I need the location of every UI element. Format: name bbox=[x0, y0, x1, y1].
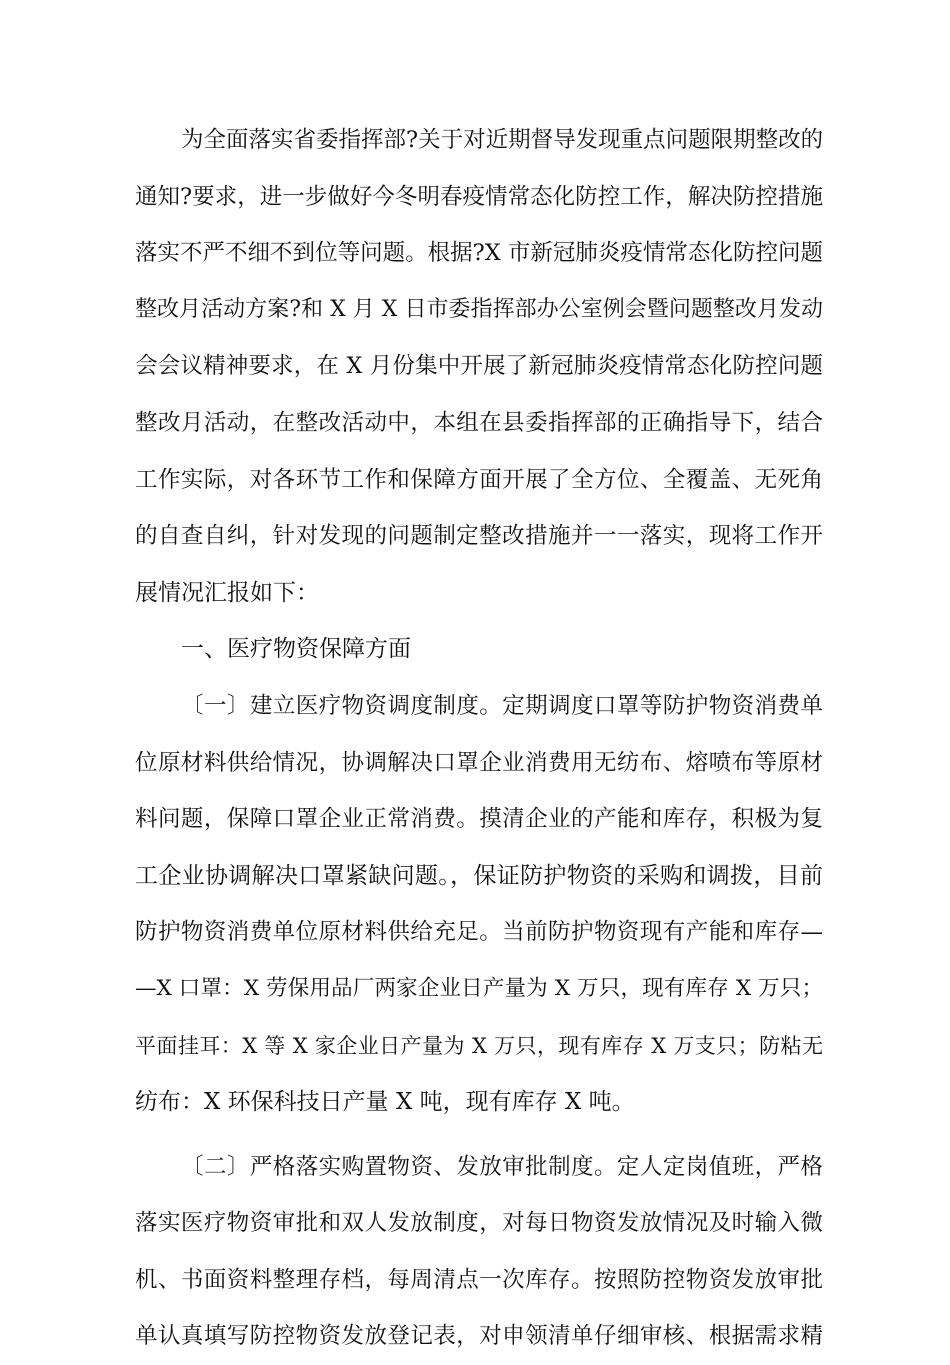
paragraph-line: 单认真填写防控物资发放登记表，对申领清单仔细审核、根据需求精 bbox=[135, 1323, 823, 1350]
paragraph-item-2 bbox=[135, 1139, 823, 1365]
paragraph-line: 〔一〕建立医疗物资调度制度。定期调度口罩等防护物资消费单 bbox=[181, 692, 823, 719]
section-heading bbox=[135, 621, 823, 678]
paragraph-item-1 bbox=[135, 678, 823, 1131]
paragraph-line: 展情况汇报如下： bbox=[135, 579, 319, 606]
document-body bbox=[135, 112, 823, 1365]
paragraph-line: 〔二〕严格落实购置物资、发放审批制度。定人定岗值班，严格 bbox=[181, 1153, 823, 1180]
paragraph-line: 机、书面资料整理存档，每周清点一次库存。按照防控物资发放审批 bbox=[135, 1266, 823, 1293]
paragraph-line: 平面挂耳：X 等 X 家企业日产量为 X 万只，现有库存 X 万支只；防粘无 bbox=[135, 1033, 823, 1058]
paragraph-line: —X 口罩：X 劳保用品厂两家企业日产量为 X 万只，现有库存 X 万只； bbox=[135, 975, 823, 1001]
paragraph-line: 防护物资消费单位原材料供给充足。当前防护物资现有产能和库存— bbox=[135, 919, 823, 946]
paragraph-line: 位原材料供给情况，协调解决口罩企业消费用无纺布、熔喷布等原材 bbox=[135, 749, 823, 776]
paragraph-line: 为全面落实省委指挥部?关于对近期督导发现重点问题限期整改的 bbox=[181, 127, 824, 153]
paragraph-line: 通知?要求，进一步做好今冬明春疫情常态化防控工作，解决防控措施 bbox=[135, 183, 823, 210]
paragraph-line: 会会议精神要求，在 X 月份集中开展了新冠肺炎疫情常态化防控问题 bbox=[135, 353, 823, 380]
paragraph-spacer bbox=[135, 1131, 823, 1139]
paragraph-line: 整改月活动方案?和 X 月 X 日市委指挥部办公室例会暨问题整改月发动 bbox=[135, 296, 823, 322]
section-heading-text: 一、医疗物资保障方面 bbox=[181, 636, 411, 663]
paragraph-line: 工企业协调解决口罩紧缺问题。，保证防护物资的采购和调拨，目前 bbox=[135, 862, 823, 889]
paragraph-line: 落实不严不细不到位等问题。根据?X 市新冠肺炎疫情常态化防控问题 bbox=[135, 240, 823, 267]
paragraph-line: 整改月活动，在整改活动中，本组在县委指挥部的正确指导下，结合 bbox=[135, 409, 823, 436]
paragraph-line: 工作实际，对各环节工作和保障方面开展了全方位、全覆盖、无死角 bbox=[135, 466, 823, 493]
paragraph-line: 料问题，保障口罩企业正常消费。摸清企业的产能和库存，积极为复 bbox=[135, 806, 823, 833]
paragraph-intro bbox=[135, 112, 823, 621]
paragraph-line: 纺布：X 环保科技日产量 X 吨，现有库存 X 吨。 bbox=[135, 1089, 635, 1116]
paragraph-line: 落实医疗物资审批和双人发放制度，对每日物资发放情况及时输入微 bbox=[135, 1210, 823, 1237]
paragraph-line: 的自查自纠，针对发现的问题制定整改措施并一一落实，现将工作开 bbox=[135, 523, 823, 550]
